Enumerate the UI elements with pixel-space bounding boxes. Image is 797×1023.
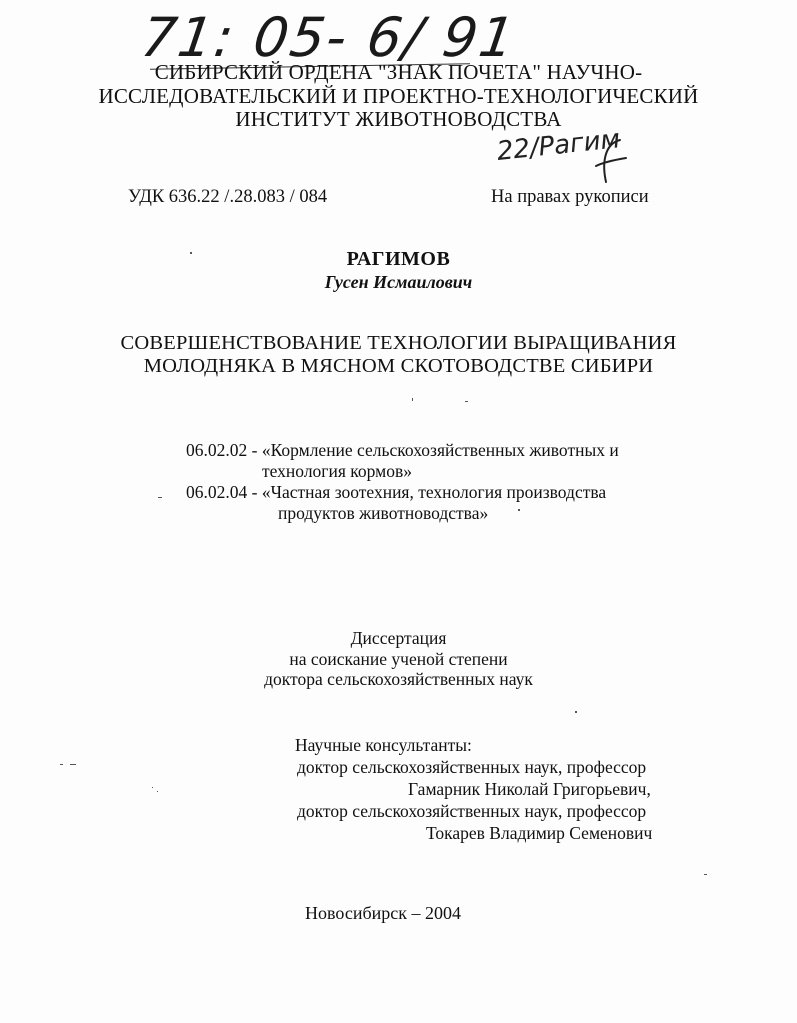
udc-code: УДК 636.22 /.28.083 / 084 [128, 187, 328, 207]
scan-speck [465, 401, 468, 402]
scan-speck [190, 252, 192, 254]
specialty-line: технология кормов» [262, 461, 412, 481]
scan-speck [158, 497, 162, 498]
author-given-name: Гусен Исмаилович [324, 272, 473, 292]
institute-line: СИБИРСКИЙ ОРДЕНА "ЗНАК ПОЧЕТА" НАУЧНО- [154, 60, 643, 84]
consultant-name: Гамарник Николай Григорьевич, [408, 779, 651, 799]
scan-speck [412, 398, 413, 401]
scan-speck [157, 791, 158, 792]
specialty-line: продуктов животноводства» [278, 503, 489, 523]
consultant-name: Токарев Владимир Семенович [426, 823, 653, 843]
scan-speck [70, 764, 76, 765]
institute-line: ИССЛЕДОВАТЕЛЬСКИЙ И ПРОЕКТНО-ТЕХНОЛОГИЧЕСКИЙ [98, 83, 699, 108]
scan-speck [518, 509, 520, 511]
dissertation-line: на соискание ученой степени [289, 648, 508, 669]
scan-speck [60, 764, 63, 765]
scan-speck [152, 787, 153, 788]
author-surname: РАГИМОВ [346, 248, 451, 270]
consultants-heading: Научные консультанты: [295, 735, 472, 755]
specialty-line: 06.02.02 - «Кормление сельскохозяйственных животных и [186, 440, 619, 460]
manuscript-rights-label: На правах рукописи [491, 187, 649, 207]
thesis-title-line: МОЛОДНЯКА В МЯСНОМ СКОТОВОДСТВЕ СИБИРИ [143, 355, 654, 377]
handwritten-archive-code: 71: 05- 6/ 91 [137, 6, 521, 69]
thesis-title-line: СОВЕРШЕНСТВОВАНИЕ ТЕХНОЛОГИИ ВЫРАЩИВАНИЯ [120, 332, 677, 354]
scan-speck [575, 711, 577, 713]
institute-name [0, 61, 797, 132]
institute-line: ИНСТИТУТ ЖИВОТНОВОДСТВА [235, 107, 562, 131]
handwritten-signature-note: 22/Рагим [495, 124, 622, 167]
consultant-degree: доктор сельскохозяйственных наук, профессор [297, 757, 647, 777]
dissertation-info [0, 628, 797, 690]
signature-flourish-icon [590, 138, 630, 186]
dissertation-line: доктора сельскохозяйственных наук [264, 669, 533, 689]
specialty-line: 06.02.04 - «Частная зоотехния, технология производства [186, 482, 607, 502]
city-year: Новосибирск – 2004 [305, 903, 461, 923]
thesis-title [0, 332, 797, 378]
consultant-degree: доктор сельскохозяйственных наук, профессор [297, 801, 647, 821]
scan-speck [704, 874, 707, 875]
dissertation-line: Диссертация [350, 628, 447, 648]
